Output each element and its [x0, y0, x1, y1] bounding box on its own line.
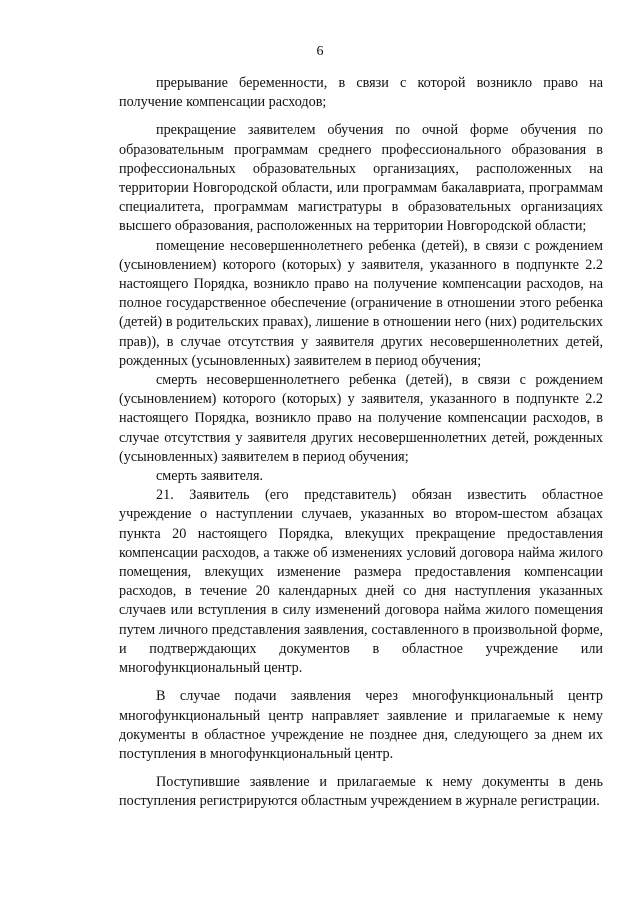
paragraph-clause-21: 21. Заявитель (его представитель) обязан известить областное учреждение о наступлении случаев, указанных во втором-шестом абзацах пункта 20 настоящего Порядка, влекущих прекращение предоставления компенсации расходов, а также об изменениях условий договора найма жилого помещения, влекущих изменение размера предоставления компенсации расходов, в течение 20 календарных дней со дня наступления указанных случаев или вступления в силу изменений договора найма жилого помещения путем личного представления заявления, составленного в произвольной форме, и подтверждающих документов в областное учреждение или многофункциональный центр.: [119, 487, 603, 677]
paragraph-registration: Поступившие заявление и прилагаемые к нему документы в день поступления регистрируются областным учреждением в журнале регистрации.: [119, 774, 603, 810]
paragraph-mfc-submission: В случае подачи заявления через многофункциональный центр многофункциональный центр направляет заявление и прилагаемые к нему документы в областное учреждение не позднее дня, следующего за днем их поступления в многофункциональный центр.: [119, 688, 603, 762]
document-body: [119, 74, 603, 812]
paragraph-applicant-death: смерть заявителя.: [156, 468, 264, 485]
paragraph-education-termination: прекращение заявителем обучения по очной форме обучения по образовательным программам среднего профессионального образования в профессиональных образовательных организациях, расположенных на территории Новгородской области, или программам бакалавриата, программам специалитета, программам магистратуры в образовательных организациях высшего образования, расположенных на территории Новгородской области;: [119, 122, 603, 235]
paragraph-child-placement: помещение несовершеннолетнего ребенка (детей), в связи с рождением (усыновлением) которого (которых) у заявителя, указанного в подпункте 2.2 настоящего Порядка, возникло право на получение компенсации расходов, на полное государственное обеспечение (ограничение в отношении этого ребенка (детей) в родительских правах), лишение в отношении него (них) родительских прав)), в случае отсутствия у заявителя других несовершеннолетних детей, рожденных (усыновленных) заявителем в период обучения;: [119, 237, 603, 369]
paragraph-child-death: смерть несовершеннолетнего ребенка (детей), в связи с рождением (усыновлением) которого (которых) у заявителя, указанного в подпункте 2.2 настоящего Порядка, возникло право на получение компенсации расходов, в случае отсутствия у заявителя других несовершеннолетних детей, рожденных (усыновленных) заявителем в период обучения;: [119, 372, 603, 465]
page-number: 6: [316, 44, 324, 59]
paragraph-pregnancy-termination: прерывание беременности, в связи с которой возникло право на получение компенсации расходов;: [119, 75, 603, 111]
